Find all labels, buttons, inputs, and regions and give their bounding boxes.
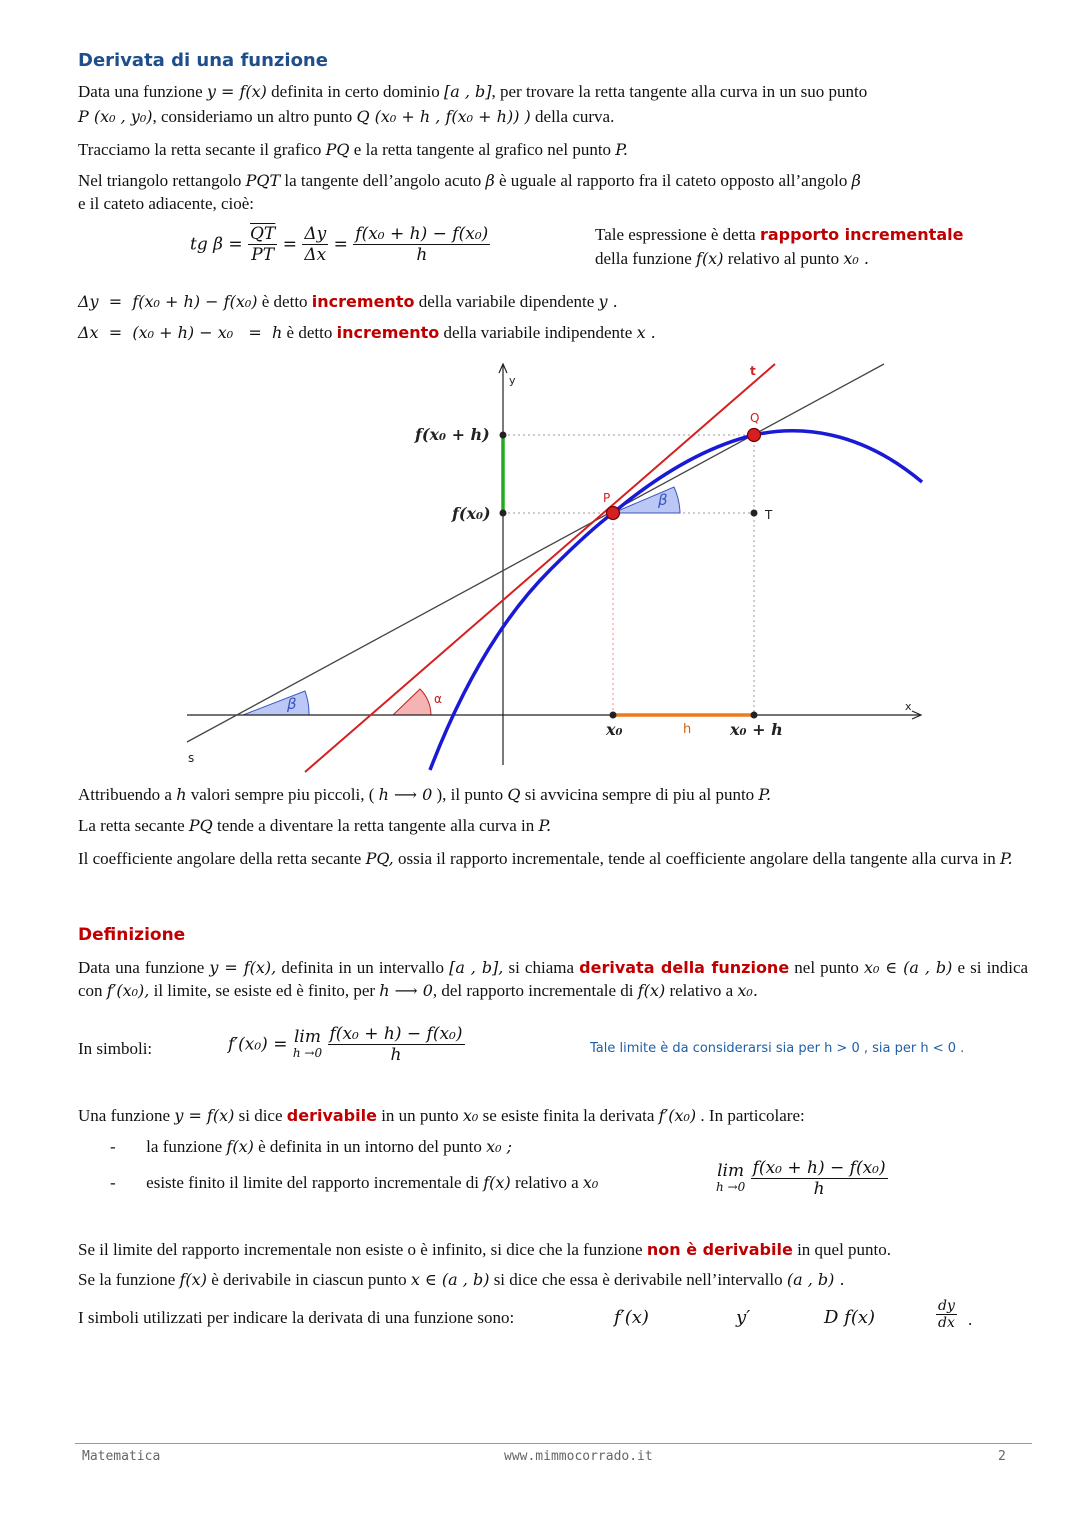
tangent-line-t [305, 364, 775, 772]
derivative-graph [0, 355, 1080, 775]
bullet-2-limit: lim h →0 $\frac{\text{f(x₀ + h) − f(x₀)}}{h}$ [716, 1158, 886, 1199]
label-s: s [188, 751, 195, 765]
point-fx0h [500, 432, 507, 439]
after-line-2: La retta secante PQ tende a diventare la retta tangente alla curva in P. [78, 816, 552, 835]
angle-alpha [393, 689, 431, 715]
non-derivable-line: Se il limite del rapporto incrementale non esiste o è infinito, si dice che la funzione non è derivabile in quel punto. [78, 1240, 892, 1259]
increment-dy: Δy = f(x₀ + h) − f(x₀) è detto incremento della variabile dipendente y . [78, 292, 618, 311]
intro-line-3: Tracciamo la retta secante il grafico PQ e la retta tangente al grafico nel punto P. [78, 140, 628, 159]
symbol-yprime: y′ [736, 1307, 751, 1328]
label-fx0h: f(x₀ + h) [415, 425, 490, 444]
label-x-axis: x [905, 700, 912, 713]
angle-beta-secant [243, 691, 309, 715]
label-t: t [750, 364, 756, 378]
symbol-Df: D f(x) [824, 1307, 876, 1328]
label-Q: Q [750, 411, 760, 425]
derivative-limit-formula: f′(x₀) = lim h →0 $\frac{\text{f(x₀ + h) − f(x₀)}}{h}$ [228, 1024, 463, 1065]
bullet-2: - esiste finito il limite del rapporto incrementale di f(x) relativo a x₀ [110, 1173, 599, 1192]
formula-tg-beta: tg β = $\frac{\overline{QT}}{PT}$ = $\frac{\Delta y}{\Delta x}$ = $\frac{\text{f(x₀ + h) − f(x₀)}}{h}$ [190, 224, 489, 265]
definition-title: Definizione [78, 925, 186, 945]
intro-line-4: Nel triangolo rettangolo PQT la tangente dell’angolo acuto β è uguale al rapporto fra il cateto opposto all’angolo β [78, 171, 861, 190]
page-title: Derivata di una funzione [78, 50, 328, 71]
label-P: P [603, 491, 611, 505]
limit-note: Tale limite è da considerarsi sia per h > 0 , sia per h < 0 . [590, 1041, 965, 1056]
point-x0 [610, 712, 617, 719]
intro-line-1: Data una funzione y = f(x) definita in certo dominio [a , b], per trovare la retta tangente alla curva in un suo punto [78, 82, 868, 101]
footer-center: www.mimmocorrado.it [504, 1449, 653, 1464]
interval-derivable-line: Se la funzione f(x) è derivabile in ciascun punto x ∈ (a , b) si dice che essa è derivabile nell’intervallo (a , b) . [78, 1270, 845, 1289]
bullet-1: - la funzione f(x) è definita in un intorno del punto x₀ ; [110, 1137, 513, 1156]
label-x0h: x₀ + h [730, 720, 783, 739]
in-simboli-label: In simboli: [78, 1039, 153, 1058]
point-P [607, 507, 620, 520]
formula-note-line-1: Tale espressione è detta rapporto incrementale [595, 225, 964, 244]
point-Q [748, 429, 761, 442]
label-alpha: α [434, 692, 442, 706]
increment-dx: Δx = (x₀ + h) − x₀ = h è detto incremento della variabile indipendente x . [78, 323, 656, 342]
footer-rule [75, 1443, 1032, 1444]
secant-line-s [187, 364, 884, 742]
label-y-axis: y [509, 374, 516, 387]
after-line-3: Il coefficiente angolare della retta secante PQ, ossia il rapporto incrementale, tende al coefficiente angolare della tangente alla curva in P. [78, 849, 1013, 868]
label-beta-P: β [658, 491, 668, 509]
angle-beta-P [613, 487, 680, 513]
symbol-dydx: $\frac{dy}{dx}$ [938, 1298, 955, 1331]
definition-text: Data una funzione y = f(x), definita in un intervallo [a , b], si chiama derivata della funzione nel punto x₀ ∈ (a , b) e si indica con f′(x₀), il limite, se esiste ed è finito, per h ⟶ 0, del rapporto incrementale di f(x) relativo a x₀. [78, 958, 1029, 1000]
point-T [751, 510, 758, 517]
label-beta-secant: β [287, 695, 297, 713]
after-line-1: Attribuendo a h valori sempre piu piccoli, ( h ⟶ 0 ), il punto Q si avvicina sempre di piu al punto P. [78, 785, 772, 804]
label-x0: x₀ [606, 720, 623, 739]
symbol-fprime: f′(x) [614, 1307, 649, 1328]
symbols-label: I simboli utilizzati per indicare la derivata di una funzione sono: [78, 1308, 515, 1327]
footer-left: Matematica [82, 1449, 161, 1464]
formula-note-line-2: della funzione f(x) relativo al punto x₀ . [595, 249, 869, 268]
point-fx0 [500, 510, 507, 517]
point-x0h [751, 712, 758, 719]
label-T: T [765, 508, 773, 522]
label-fx0: f(x₀) [452, 504, 491, 523]
label-h: h [683, 722, 692, 737]
intro-line-5: e il cateto adiacente, cioè: [78, 194, 255, 213]
symbols-dot: . [968, 1310, 973, 1329]
derivable-line: Una funzione y = f(x) si dice derivabile in un punto x₀ se esiste finita la derivata f′(x₀) . In particolare: [78, 1106, 805, 1125]
intro-line-2: P (x₀ , y₀), consideriamo un altro punto Q (x₀ + h , f(x₀ + h)) ) della curva. [78, 107, 615, 126]
footer-page-number: 2 [998, 1449, 1006, 1464]
